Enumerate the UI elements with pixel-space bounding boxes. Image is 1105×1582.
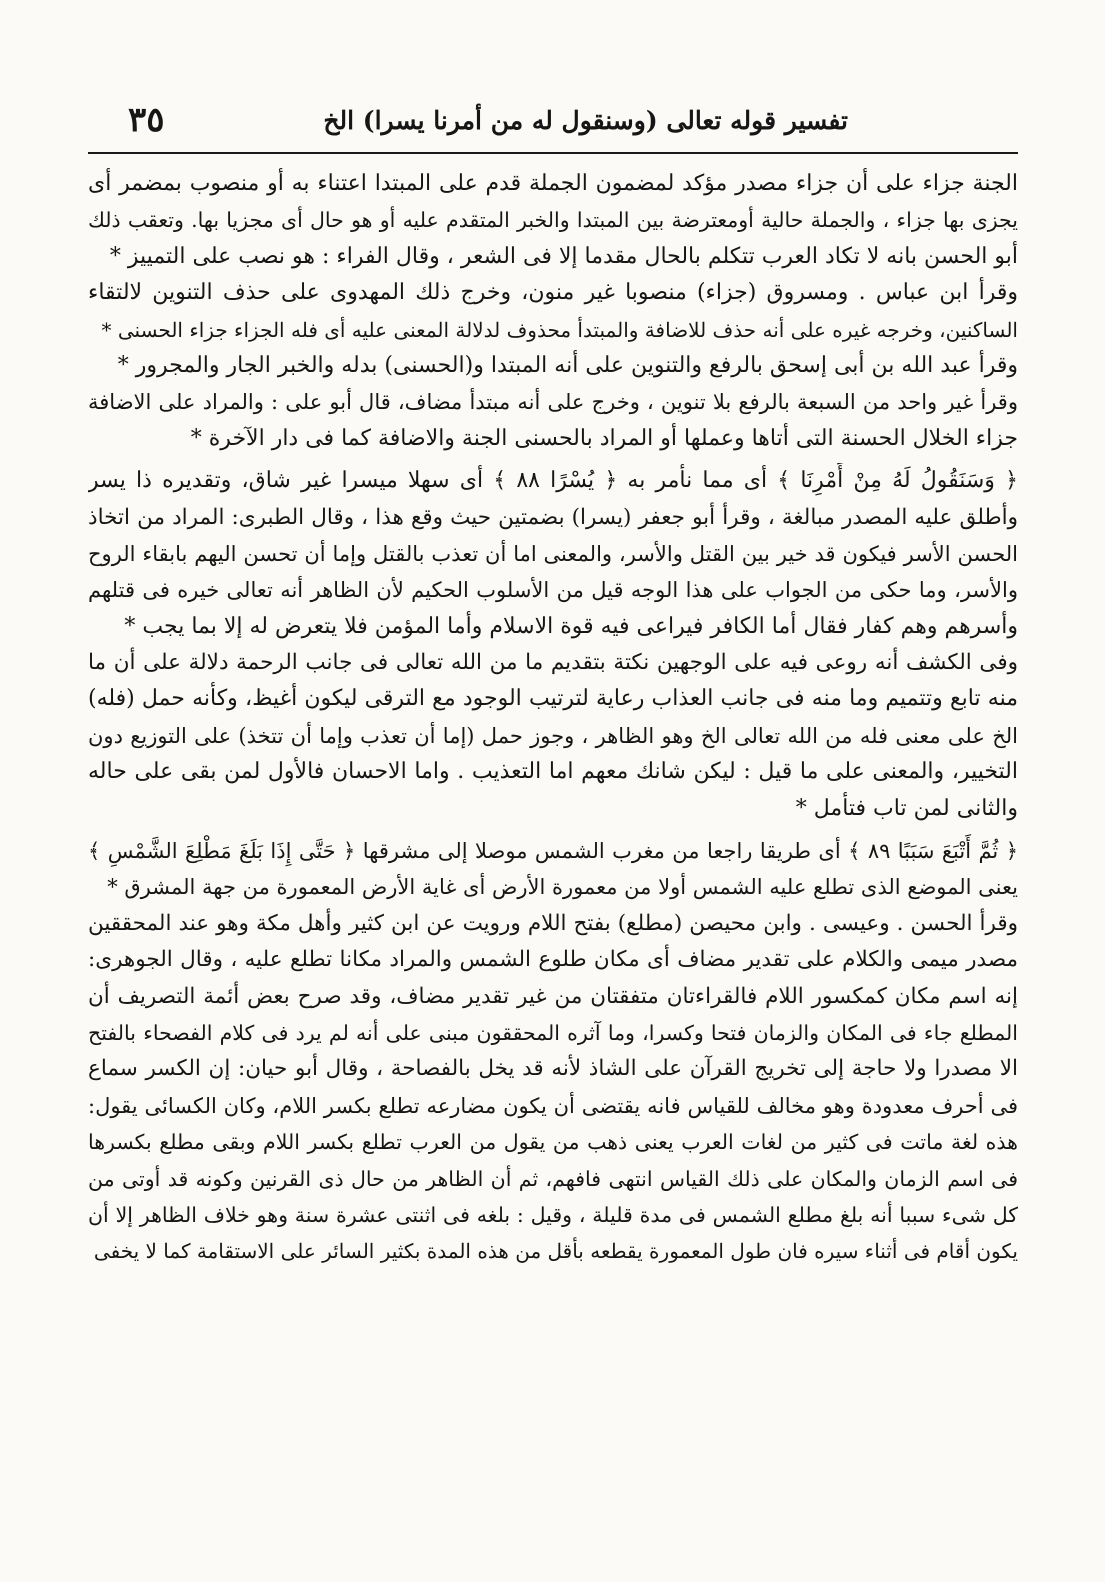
paragraph: [88, 463, 1018, 645]
text-line: مصدر ميمى والكلام على تقدير مضاف أى مكان طلوع الشمس والمراد مكانا تطلع عليه ، وقال الجوهرى:: [88, 947, 1018, 973]
paragraph: [88, 384, 1018, 457]
text-line: المطلع جاء فى المكان والزمان فتحا وكسرا، وما آثره المحققون مبنى على أنه لم يرد فى كلام الفصحاء بالفتح: [88, 1020, 1018, 1045]
paragraph: [88, 166, 1018, 275]
text-line: أبو الحسن بانه لا تكاد العرب تتكلم بالحال مقدما إلا فى الشعر ، وقال الفراء : هو نصب على التمييز *: [109, 243, 1018, 269]
text-line: الا مصدرا ولا حاجة إلى تخريج القرآن على الشاذ لأنه قد يخل بالفصاحة ، وقال أبو حيان: إن الكسر سماع: [88, 1056, 1018, 1082]
text-line: يجزى بها جزاء ، والجملة حالية أومعترضة بين المبتدا والخبر المتقدم عليه أو هو حال أى مجزيا بها. وتعقب ذلك: [88, 208, 1018, 233]
text-line: فى أحرف معدودة وهو مخالف للقياس فانه يقتضى أن يكون مضارعه تطلع بكسر اللام، وكان الكسائى يقول:: [88, 1093, 1018, 1118]
paragraph: [88, 275, 1018, 348]
text-line: يعنى الموضع الذى تطلع عليه الشمس أولا من معمورة الأرض أى غاية الأرض المعمورة من جهة المشرق *: [107, 875, 1018, 900]
text-line: الساكنين، وخرجه غيره على أنه حذف للاضافة والمبتدأ محذوف لدلالة المعنى عليه أى فله الجزاء جزاء الحسنى *: [101, 317, 1018, 342]
text-line: وقرأ عبد الله بن أبى إسحق بالرفع والتنوين على أنه المبتدا و(الحسنى) بدله والخبر الجار والمجرور *: [117, 352, 1018, 378]
text-line: الجنة جزاء على أن جزاء مصدر مؤكد لمضمون الجملة قدم على المبتدا اعتناء به أو منصوب بمضمر أى: [88, 171, 1018, 196]
text-line: وأسرهم وهم كفار فقال أما الكافر فيراعى فيه قوة الاسلام وأما المؤمن فلا يتعرض له إلا بما يجب *: [124, 613, 1018, 639]
text-line: ﴿ ثُمَّ أَتْبَعَ سَبَبًا ٨٩ ﴾ أى طريقا راجعا من مغرب الشمس موصلا إلى مشرقها ﴿ حَتَّى إِذَا بَلَغَ مَطْلِعَ الشَّمْسِ ﴾: [88, 839, 1018, 864]
text-line: جزاء الخلال الحسنة التى أتاها وعملها أو المراد بالحسنى الجنة والاضافة كما فى دار الآخرة *: [190, 425, 1018, 451]
text-line: الخ على معنى فله من الله تعالى الخ وهو الظاهر ، وجوز حمل (إما أن تعذب وإما أن تتخذ) على التوزيع دون: [88, 723, 1018, 748]
text-line: والأسر، وما حكى من الجواب على هذا الوجه قيل من الأسلوب الحكيم لأن الظاهر أنه تعالى خيره فى قتلهم: [88, 578, 1018, 603]
text-line: منه تابع وتتميم وما منه فى جانب العذاب رعاية لترتيب الوجود مع الترقى ليكون أغيظ، وكأنه حمل (فله): [88, 686, 1018, 712]
text-line: والثانى لمن تاب فتأمل *: [795, 795, 1018, 821]
text-line: فى اسم الزمان والمكان على ذلك القياس انتهى فافهم، ثم أن الظاهر من حال ذى القرنين وكونه قد أوتى من: [88, 1166, 1018, 1191]
text-line: هذه لغة ماتت فى كثير من لغات العرب يعنى ذهب من يقول من العرب تطلع بكسر اللام وبقى مطلع بكسرها: [88, 1130, 1018, 1155]
text-line: يكون أقام فى أثناء سيره فان طول المعمورة يقطعه بأقل من هذه المدة بكثير السائر على الاستقامة كما لا يخفى: [93, 1239, 1018, 1264]
document-page: [88, 98, 1018, 1270]
text-line: وقرأ الحسن . وعيسى . وابن محيصن (مطلع) بفتح اللام ورويت عن ابن كثير وأهل مكة وهو عند المحققين: [88, 910, 1018, 936]
text-line: وفى الكشف أنه روعى فيه على الوجهين نكتة بتقديم ما من الله تعالى فى جانب الرحمة دلالة على أن ما: [88, 650, 1018, 676]
text-line: التخيير، والمعنى على ما قيل : ليكن شانك معهم اما التعذيب . واما الاحسان فالأول لمن بقى على حاله: [88, 759, 1018, 785]
text-line: كل شىء سببا أنه بلغ مطلع الشمس فى مدة قليلة ، وقيل : بلغه فى اثنتى عشرة سنة وهو خلاف الظاهر إلا أن: [88, 1202, 1018, 1227]
page-body: [88, 154, 1018, 1270]
running-title: تفسير قوله تعالى (وسنقول له من أمرنا يسرا) الخ: [323, 106, 848, 135]
text-line: ﴿ وَسَنَقُولُ لَهُ مِنْ أَمْرِنَا ﴾ أى مما نأمر به ﴿ يُسْرًا ٨٨ ﴾ أى سهلا ميسرا غير شاق، وتقديره ذا يسر: [88, 468, 1018, 494]
text-line: إنه اسم مكان كمكسور اللام فالقراءتان متفقتان من غير تقدير مضاف، وقد صرح بعض أئمة التصريف أن: [88, 983, 1018, 1009]
text-line: وقرأ ابن عباس . ومسروق (جزاء) منصوبا غير منون، وخرج ذلك المهدوى على حذف التنوين لالتقاء: [88, 280, 1018, 306]
paragraph: [88, 645, 1018, 827]
text-line: الحسن الأسر فيكون قد خير بين القتل والأسر، والمعنى اما أن تعذب بالقتل وإما أن تحسن اليهم بابقاء الروح: [88, 541, 1018, 566]
paragraph: [88, 348, 1018, 384]
paragraph: [88, 833, 1018, 906]
page-header: [88, 98, 1018, 154]
paragraph: [88, 906, 1018, 1270]
text-line: وأطلق عليه المصدر مبالغة ، وقرأ أبو جعفر (يسرا) بضمتين حيث وقع هذا ، وقال الطبرى: المراد من اتخاذ: [88, 504, 1018, 530]
page-number: ٣٥: [128, 100, 165, 140]
text-line: وقرأ غير واحد من السبعة بالرفع بلا تنوين ، وخرج على أنه مبتدأ مضاف، قال أبو على : والمراد على الاضافة: [88, 390, 1018, 415]
